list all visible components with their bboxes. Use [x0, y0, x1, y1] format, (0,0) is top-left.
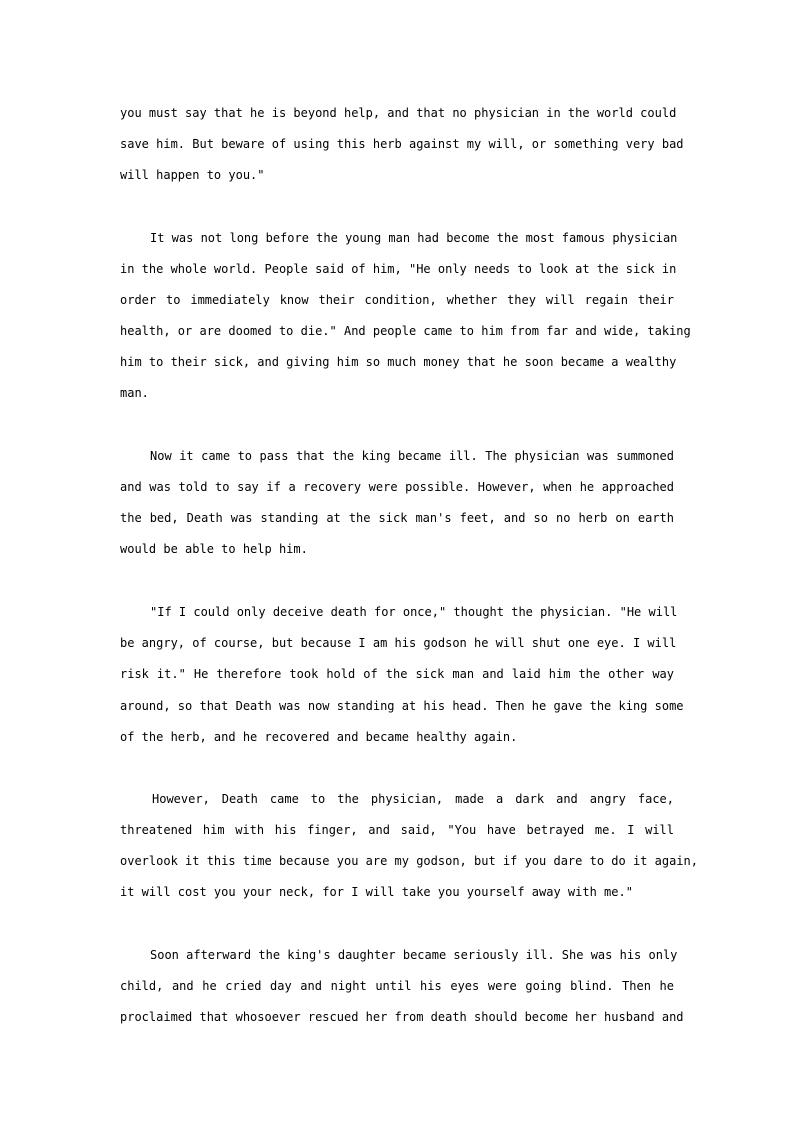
text-line: and was told to say if a recovery were possible. However, when he approached — [120, 480, 674, 494]
text-line: around, so that Death was now standing at his head. Then he gave the king some — [120, 699, 684, 713]
text-line: child, and he cried day and night until his eyes were going blind. Then he — [120, 979, 674, 993]
text-line: it will cost you your neck, for I will take you yourself away with me." — [120, 885, 633, 899]
text-line: of the herb, and he recovered and became healthy again. — [120, 730, 518, 744]
text-line: be angry, of course, but because I am his godson he will shut one eye. I will — [120, 636, 677, 650]
text-line: him to their sick, and giving him so much money that he soon became a wealthy — [120, 355, 677, 369]
text-line: in the whole world. People said of him, "He only needs to look at the sick in — [120, 262, 677, 276]
text-line: the bed, Death was standing at the sick man's feet, and so no herb on earth — [120, 511, 674, 525]
text-line: Soon afterward the king's daughter became seriously ill. She was his only — [150, 948, 678, 962]
text-line: would be able to help him. — [120, 542, 308, 556]
text-line: save him. But beware of using this herb against my will, or something very bad — [120, 137, 684, 151]
text-line: threatened him with his finger, and said, "You have betrayed me. I will — [120, 823, 674, 837]
text-line: overlook it this time because you are my godson, but if you dare to do it again, — [120, 854, 698, 868]
text-line: proclaimed that whosoever rescued her from death should become her husband and — [120, 1010, 684, 1024]
text-line: "If I could only deceive death for once," thought the physician. "He will — [150, 605, 678, 619]
text-line: health, or are doomed to die." And people came to him from far and wide, taking — [120, 324, 691, 338]
text-line: will happen to you." — [120, 168, 265, 182]
text-line: order to immediately know their condition, whether they will regain their — [120, 293, 674, 307]
text-line: However, Death came to the physician, made a dark and angry face, — [152, 792, 674, 806]
text-line: Now it came to pass that the king became ill. The physician was summoned — [150, 449, 674, 463]
text-line: you must say that he is beyond help, and that no physician in the world could — [120, 106, 677, 120]
text-line: man. — [120, 386, 149, 400]
text-line: It was not long before the young man had become the most famous physician — [150, 231, 678, 245]
text-line: risk it." He therefore took hold of the sick man and laid him the other way — [120, 667, 674, 681]
